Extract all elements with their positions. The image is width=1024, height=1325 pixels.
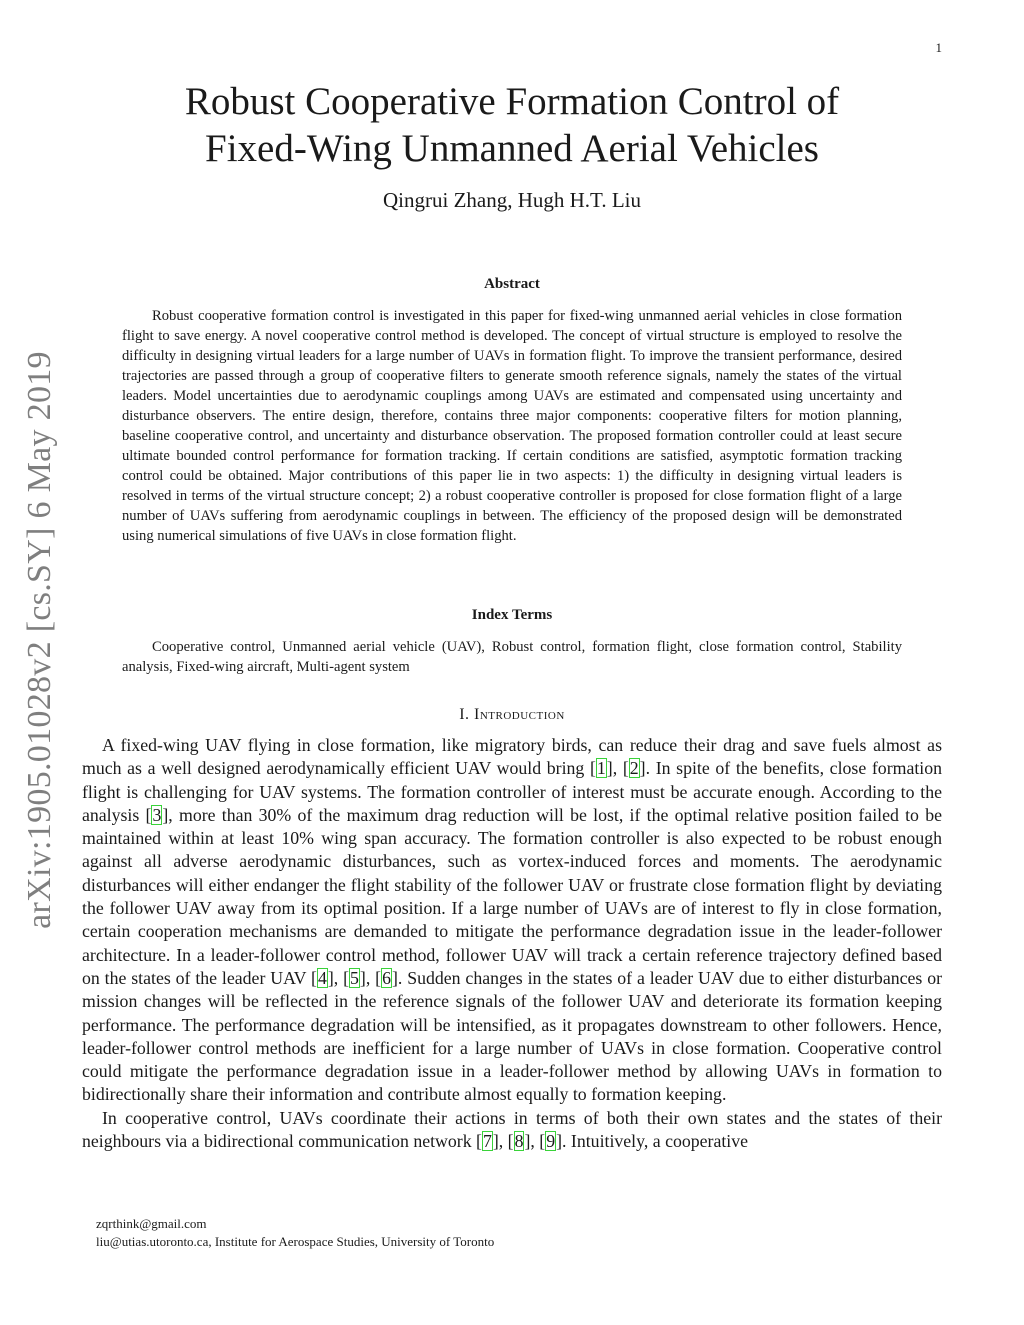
intro-paragraph-2: In cooperative control, UAVs coordinate their actions in terms of both their own states and the states of their neighbours via a bidirectional communication network [7], [8], [9]. Intuitively, a cooperative — [82, 1107, 942, 1152]
introduction-body — [82, 734, 942, 1153]
abstract-heading: Abstract — [484, 276, 540, 292]
author-list: Qingrui Zhang, Hugh H.T. Liu — [383, 188, 641, 212]
text-run: , more than 30% of the maximum drag reduction will be lost, if the optimal relative position failed to be maintained within at least 10% wing span accuracy. The formation controller is also expected to be robust enough against all adverse aerodynamic disturbances, such as vortex-induced forces and moments. The aerodynamic disturbances will either endanger the flight stability of the follower UAV or frustrate close formation flight by deviating the follower UAV away from its optimal position. If a large number of UAVs are of interest to fly in close formation, certain cooperation mechanisms are demanded to mitigate the performance degradation issue in the leader-follower architecture. In a leader-follower control method, follower UAV will track a certain reference trajectory defined based on the states of the leader UAV — [82, 804, 942, 988]
citation-link[interactable]: 4 — [317, 967, 327, 988]
text-run: . In spite of the benefits, close formation flight is challenging for UAV systems. The formation controller of interest must be accurate enough. According to the analysis — [82, 758, 942, 825]
text-run: In cooperative control, UAVs coordinate their actions in terms of both their own states and the states of their neighbours via a bidirectional communication network — [82, 1107, 942, 1152]
citation-link[interactable]: 2 — [629, 758, 639, 779]
citation-link[interactable]: 1 — [596, 758, 606, 779]
citation-link[interactable]: 9 — [546, 1131, 556, 1152]
index-terms-text: Cooperative control, Unmanned aerial vehicle (UAV), Robust control, formation flight, close formation control, Stability analysis, Fixed-wing aircraft, Multi-agent system — [122, 639, 902, 675]
text-run: . Intuitively, a cooperative — [562, 1131, 749, 1152]
title-line-1: Robust Cooperative Formation Control of — [184, 80, 840, 123]
citation-link[interactable]: 8 — [514, 1131, 524, 1152]
text-run: . Sudden changes in the states of a leader UAV due to either disturbances or mission changes will be reflected in the reference signals of the follower UAV and deteriorate its formation keeping performance. The performance degradation will be intensified, as it propagates downstream to other followers. Hence, leader-follower control methods are inefficient for a large number of UAVs in close formation. Cooperative control could mitigate the performance degradation issue in a leader-follower method by allowing UAVs in formation to bidirectionally share their information and contribute almost equally to formation keeping. — [82, 967, 943, 1105]
footnotes — [96, 1215, 494, 1251]
footnote-email-2: liu@utias.utoronto.ca, Institute for Aerospace Studies, University of Toronto — [96, 1234, 495, 1249]
section-number: I. — [459, 706, 470, 723]
paper-title — [100, 78, 924, 172]
citation-link[interactable]: 5 — [350, 967, 359, 988]
section-title: Introduction — [474, 706, 565, 723]
citation-link[interactable]: 7 — [482, 1131, 492, 1152]
text-run: A fixed-wing UAV flying in close formation, like migratory birds, can reduce their drag and save fuels almost as much as a well designed aerodynamically efficient UAV would bring — [82, 735, 942, 779]
page-number: 1 — [935, 40, 942, 55]
footnote-email-1: zqrthink@gmail.com — [96, 1216, 207, 1231]
citation-link[interactable]: 3 — [152, 804, 162, 825]
abstract-text: Robust cooperative formation control is investigated in this paper for fixed-wing unmanned aerial vehicles in close formation flight to save energy. A novel cooperative control method is developed. The concept of virtual structure is employed to resolve the difficulty in designing virtual leaders for a large number of UAVs in formation flight. To improve the transient performance, desired trajectories are passed through a group of cooperative filters to generate smooth reference signals, namely the states of the virtual leaders. Model uncertainties due to aerodynamic couplings among UAVs are estimated and compensated using uncertainty and disturbance observers. The entire design, therefore, contains three major components: cooperative filters for motion planning, baseline cooperative control, and uncertainty and disturbance observation. The proposed formation controller could at least secure ultimate bounded control performance for formation tracking. If certain conditions are satisfied, asymptotic formation tracking control could be obtained. Major contributions of this paper lie in two aspects: 1) the difficulty in designing virtual leaders is resolved in terms of the virtual structure concept; 2) a robust cooperative controller is proposed for close formation flight of a large number of UAVs suffering from aerodynamic couplings in between. The efficiency of the proposed design will be demonstrated using numerical simulations of five UAVs in close formation flight. — [122, 308, 902, 544]
citation-link[interactable]: 6 — [382, 967, 391, 988]
title-line-2: Fixed-Wing Unmanned Aerial Vehicles — [205, 127, 819, 170]
section-heading — [82, 706, 942, 724]
index-terms-heading: Index Terms — [471, 607, 553, 623]
arxiv-identifier-stamp[interactable]: arXiv:1905.01028v2 [cs.SY] 6 May 2019 — [21, 351, 58, 929]
intro-paragraph-1: A fixed-wing UAV flying in close formation, like migratory birds, can reduce their drag and save fuels almost as much as a well designed aerodynamically efficient UAV would bring [1], [2]. In spite of the benefits, close formation flight is challenging for UAV systems. The formation controller of interest must be accurate enough. According to the analysis [3], more than 30% of the maximum drag reduction will be lost, if the optimal relative position failed to be maintained within at least 10% wing span accuracy. The formation controller is also expected to be robust enough against all adverse aerodynamic disturbances, such as vortex-induced forces and moments. The aerodynamic disturbances will either endanger the flight stability of the follower UAV or frustrate close formation flight by deviating the follower UAV away from its optimal position. If a large number of UAVs are of interest to fly in close formation, certain cooperation mechanisms are demanded to mitigate the performance degradation issue in the leader-follower architecture. In a leader-follower control method, follower UAV will track a certain reference trajectory defined based on the states of the leader UAV [4], [5], [6]. Sudden changes in the states of a leader UAV due to either disturbances or mission changes will be reflected in the reference signals of the follower UAV and deteriorate its formation keeping performance. The performance degradation will be intensified, as it propagates downstream to other followers. Hence, leader-follower control methods are inefficient for a large number of UAVs in close formation. Cooperative control could mitigate the performance degradation issue in a leader-follower method by allowing UAVs in formation to bidirectionally share their information and contribute almost equally to formation keeping. — [82, 735, 943, 1105]
